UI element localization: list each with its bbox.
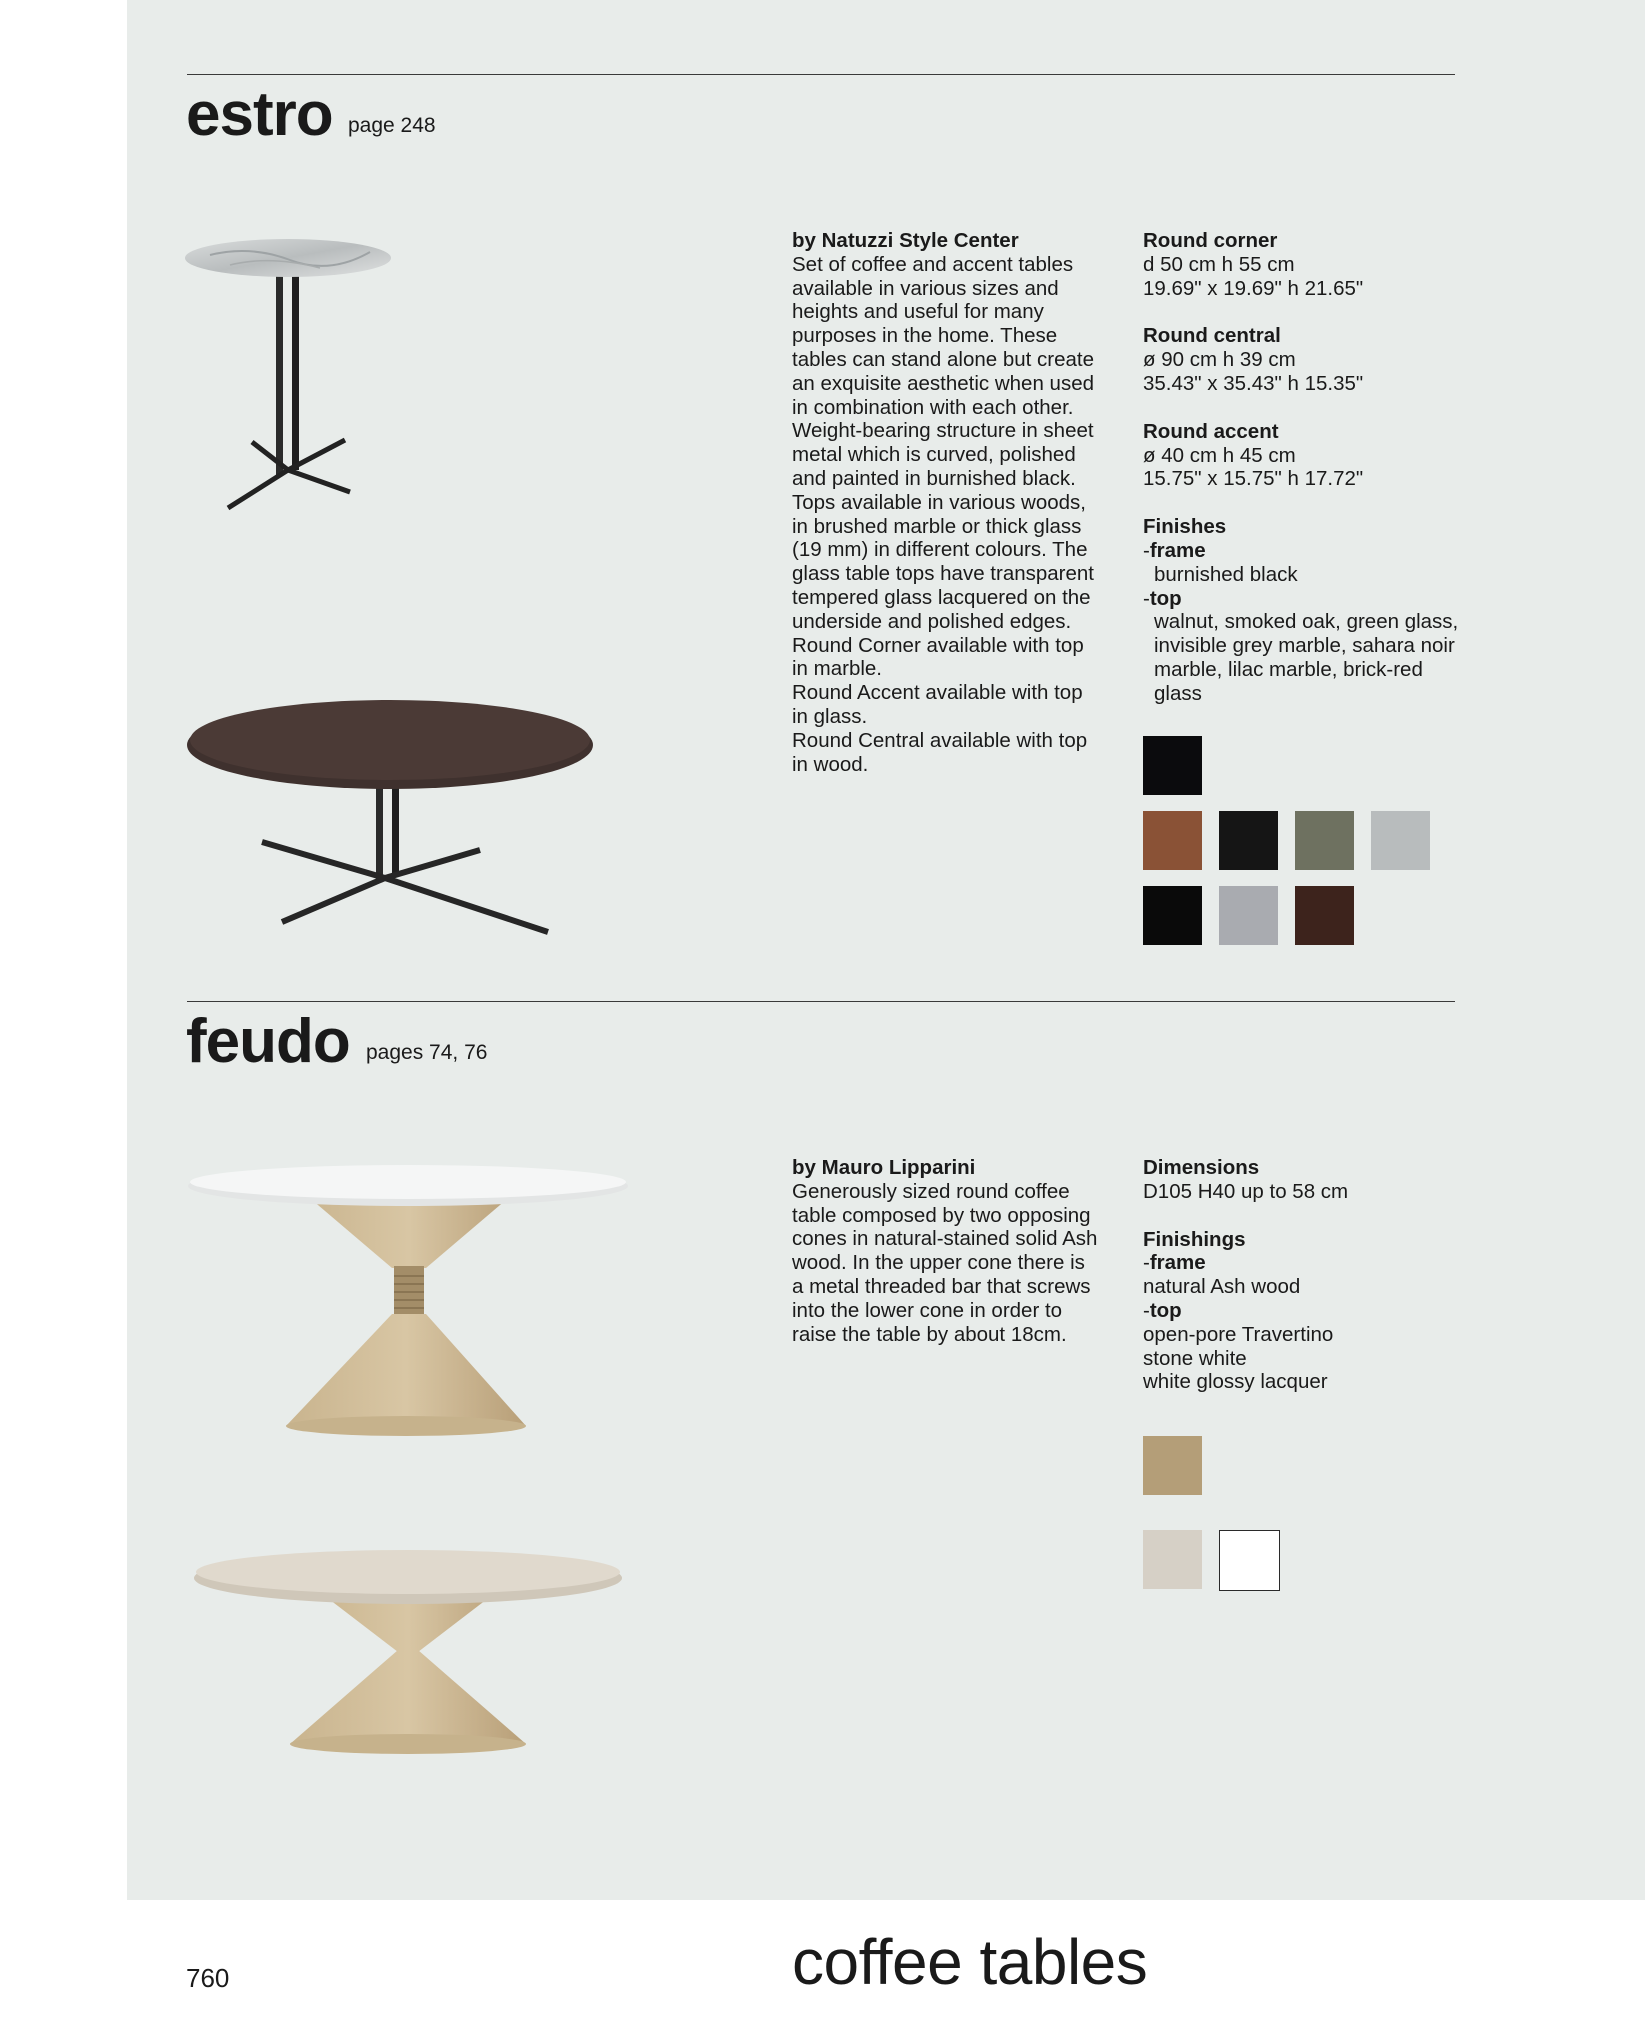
description-line: tables can stand alone but create [792,347,1095,371]
finishes-title: Finishes [1143,515,1227,539]
description-line: cones in natural-stained solid Ash [792,1227,1098,1251]
description-line: in brushed marble or thick glass [792,514,1082,538]
description-line: in marble. [792,657,883,681]
finish-swatch [1219,886,1278,945]
description-line: in glass. [792,704,868,728]
finish-swatch [1143,1436,1202,1495]
spec-dimension: 15.75" x 15.75" h 17.72" [1143,467,1364,491]
finish-swatch [1143,736,1202,795]
finish-swatch [1371,811,1430,870]
finish-top-value: stone white [1143,1346,1247,1370]
description-line: Round Central available with top [792,728,1088,752]
spec-title: Round central [1143,324,1281,348]
product-name-estro: estro [186,80,333,149]
finish-frame-value: burnished black [1154,562,1298,586]
finish-top-value: glass [1154,681,1202,705]
finish-frame-label: -frame [1143,1251,1206,1275]
spec-dimension: 35.43" x 35.43" h 15.35" [1143,371,1364,395]
description-line: an exquisite aesthetic when used [792,371,1095,395]
feudo-travertine-top-image [186,1540,632,1760]
description-line: raise the table by about 18cm. [792,1322,1067,1346]
description-line: available in various sizes and [792,276,1059,300]
description-line: Generously sized round coffee [792,1179,1070,1203]
description-line: (19 mm) in different colours. The [792,538,1088,562]
finish-swatch [1143,886,1202,945]
spec-title: Round accent [1143,419,1279,443]
finish-top-label: -top [1143,586,1182,610]
description-line: metal which is curved, polished [792,443,1076,467]
page-reference: page 248 [348,114,436,137]
finish-swatch [1143,811,1202,870]
description-line: Weight-bearing structure in sheet [792,419,1094,443]
feudo-specs [1143,1156,1463,1394]
description-line: heights and useful for many [792,300,1044,324]
estro-specs [1143,229,1463,706]
description-line: table composed by two opposing [792,1203,1091,1227]
feudo-white-top-image [186,1158,632,1448]
finish-top-value: invisible grey marble, sahara noir [1154,634,1455,658]
finish-swatch [1143,1530,1202,1589]
finish-top-value: marble, lilac marble, brick-red [1154,657,1423,681]
description-line: underside and polished edges. [792,609,1072,633]
designer-credit: by Mauro Lipparini [792,1156,976,1179]
product-name-feudo: feudo [186,1007,350,1076]
finish-top-value: open-pore Travertino [1143,1322,1334,1346]
finish-swatch [1295,811,1354,870]
description-line: purposes in the home. These [792,324,1058,348]
section-divider [187,1001,1455,1002]
feudo-description [792,1156,1122,1346]
description-line: a metal threaded bar that screws [792,1274,1091,1298]
description-line: glass table tops have transparent [792,562,1094,586]
description-line: Set of coffee and accent tables [792,252,1074,276]
description-line: wood. In the upper cone there is [792,1251,1085,1275]
spec-dimension: ø 40 cm h 45 cm [1143,443,1296,467]
page-reference: pages 74, 76 [366,1041,488,1064]
spec-dimension: d 50 cm h 55 cm [1143,252,1295,276]
dimensions-value: D105 H40 up to 58 cm [1143,1179,1349,1203]
section-title: coffee tables [792,1926,1148,1998]
finish-swatch [1219,811,1278,870]
spec-title: Round corner [1143,229,1278,252]
description-line: in wood. [792,752,869,776]
finish-top-value: white glossy lacquer [1143,1370,1328,1394]
finishings-title: Finishings [1143,1227,1246,1251]
finish-top-label: -top [1143,1298,1182,1322]
spec-dimension: ø 90 cm h 39 cm [1143,348,1296,372]
designer-credit: by Natuzzi Style Center [792,229,1019,252]
description-line: Round Corner available with top [792,633,1084,657]
description-line: and painted in burnished black. [792,466,1076,490]
dimensions-title: Dimensions [1143,1156,1260,1179]
estro-round-corner-image [180,230,410,520]
description-line: into the lower cone in order to [792,1298,1063,1322]
estro-round-central-image [180,690,600,940]
finish-frame-value: natural Ash wood [1143,1275,1301,1299]
description-line: Tops available in various woods, [792,490,1086,514]
finish-swatch [1295,886,1354,945]
description-line: tempered glass lacquered on the [792,585,1091,609]
spec-dimension: 19.69" x 19.69" h 21.65" [1143,276,1364,300]
description-line: in combination with each other. [792,395,1074,419]
page-number: 760 [186,1963,230,1993]
finish-swatch [1219,1530,1280,1591]
description-line: Round Accent available with top [792,681,1083,705]
section-divider [187,74,1455,75]
finish-frame-label: -frame [1143,538,1206,562]
finish-top-value: walnut, smoked oak, green glass, [1154,610,1459,634]
estro-description [792,229,1122,776]
